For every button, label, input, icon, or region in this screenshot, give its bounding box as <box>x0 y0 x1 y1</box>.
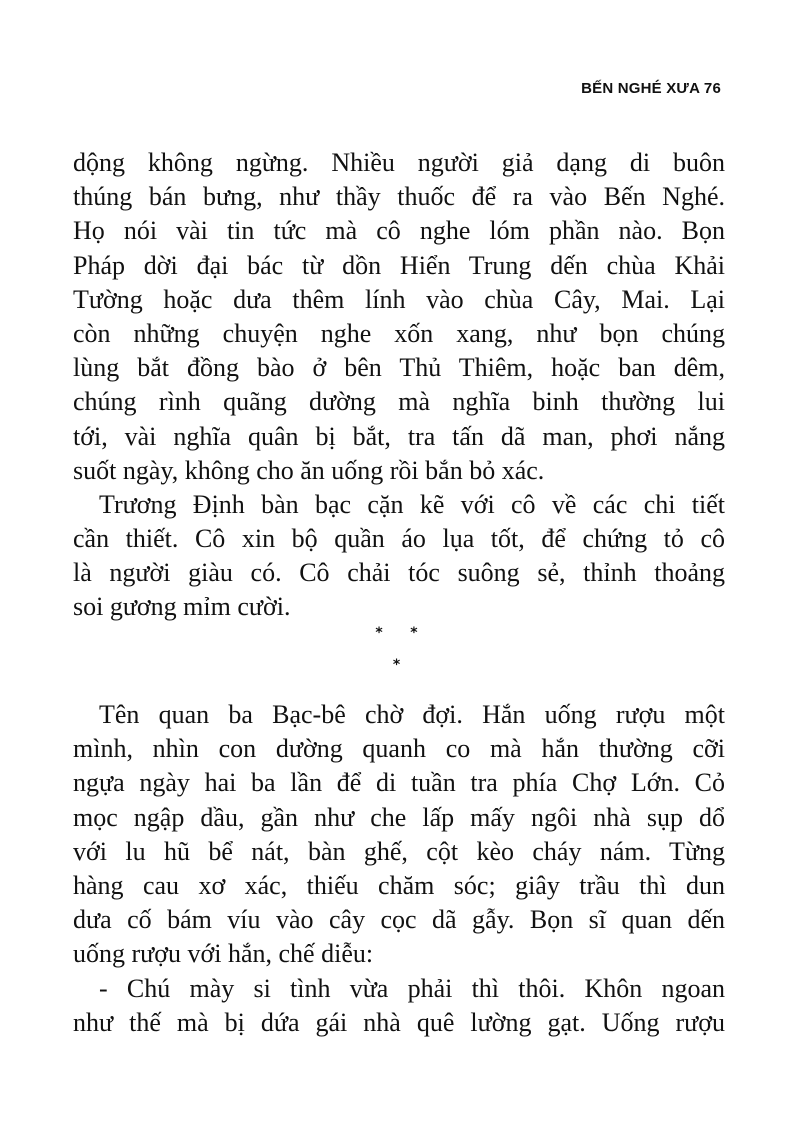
asterisk: * <box>410 625 418 641</box>
text-line: dộng không ngừng. Nhiều người giả dạng di buôn <box>73 148 725 177</box>
text-line: Họ nói vài tin tức mà cô nghe lóm phần nào. Bọn <box>73 216 725 246</box>
body-text-section-2 <box>73 698 725 1040</box>
asterisk: * <box>375 625 383 641</box>
text-line: hàng cau xơ xác, thiếu chăm sóc; giây trầu thì dun <box>73 870 725 900</box>
text-line: chúng rình quãng dường mà nghĩa binh thường lui <box>73 387 725 417</box>
text-line: soi gương mỉm cười. <box>73 592 291 622</box>
text-line: uống rượu với hắn, chế diễu: <box>73 939 374 969</box>
text-line: dưa cố bám víu vào cây cọc dã gẫy. Bọn sĩ quan dến <box>73 905 725 935</box>
text-line: thúng bán bưng, như thầy thuốc để ra vào Bến Nghé. <box>73 182 725 212</box>
text-line: Tường hoặc dưa thêm lính vào chùa Cây, Mai. Lại <box>73 284 725 314</box>
text-line: mình, nhìn con dường quanh co mà hắn thường cỡi <box>73 734 725 764</box>
dialogue-line: - Chú mày si tình vừa phải thì thôi. Khôn ngoan <box>99 973 725 1003</box>
running-head: BẾN NGHÉ XƯA 76 <box>581 80 721 97</box>
paragraph-start-line: Tên quan ba Bạc-bê chờ đợi. Hắn uống rượu một <box>99 700 725 729</box>
text-line: lùng bắt đồng bào ở bên Thủ Thiêm, hoặc ban dêm, <box>73 353 725 383</box>
text-line: suốt ngày, không cho ăn uống rồi bắn bỏ xác. <box>73 455 545 485</box>
text-line: là người giàu có. Cô chải tóc suông sẻ, thỉnh thoảng <box>73 558 725 588</box>
section-separator-bottom <box>0 657 793 673</box>
paragraph-start-line: Trương Định bàn bạc cặn kẽ với cô về các chi tiết <box>99 489 725 519</box>
text-line: mọc ngập dầu, gần như che lấp mấy ngôi nhà sụp dổ <box>73 802 725 832</box>
text-line: ngựa ngày hai ba lần để di tuần tra phía Chợ Lớn. Cỏ <box>73 768 725 798</box>
text-line: còn những chuyện nghe xốn xang, như bọn chúng <box>73 318 725 348</box>
text-line: tới, vài nghĩa quân bị bắt, tra tấn dã man, phơi nắng <box>73 421 725 451</box>
section-separator-top <box>0 625 793 641</box>
text-line: như thế mà bị dứa gái nhà quê lường gạt. Uống rượu <box>73 1007 725 1037</box>
body-text-section-1 <box>73 146 725 625</box>
text-line: Pháp dời đại bác từ dồn Hiển Trung dến chùa Khải <box>73 250 725 280</box>
text-line: cần thiết. Cô xin bộ quần áo lụa tốt, để chứng tỏ cô <box>73 524 725 554</box>
text-line: với lu hũ bể nát, bàn ghế, cột kèo cháy nám. Từng <box>73 836 725 866</box>
asterisk: * <box>392 657 401 673</box>
